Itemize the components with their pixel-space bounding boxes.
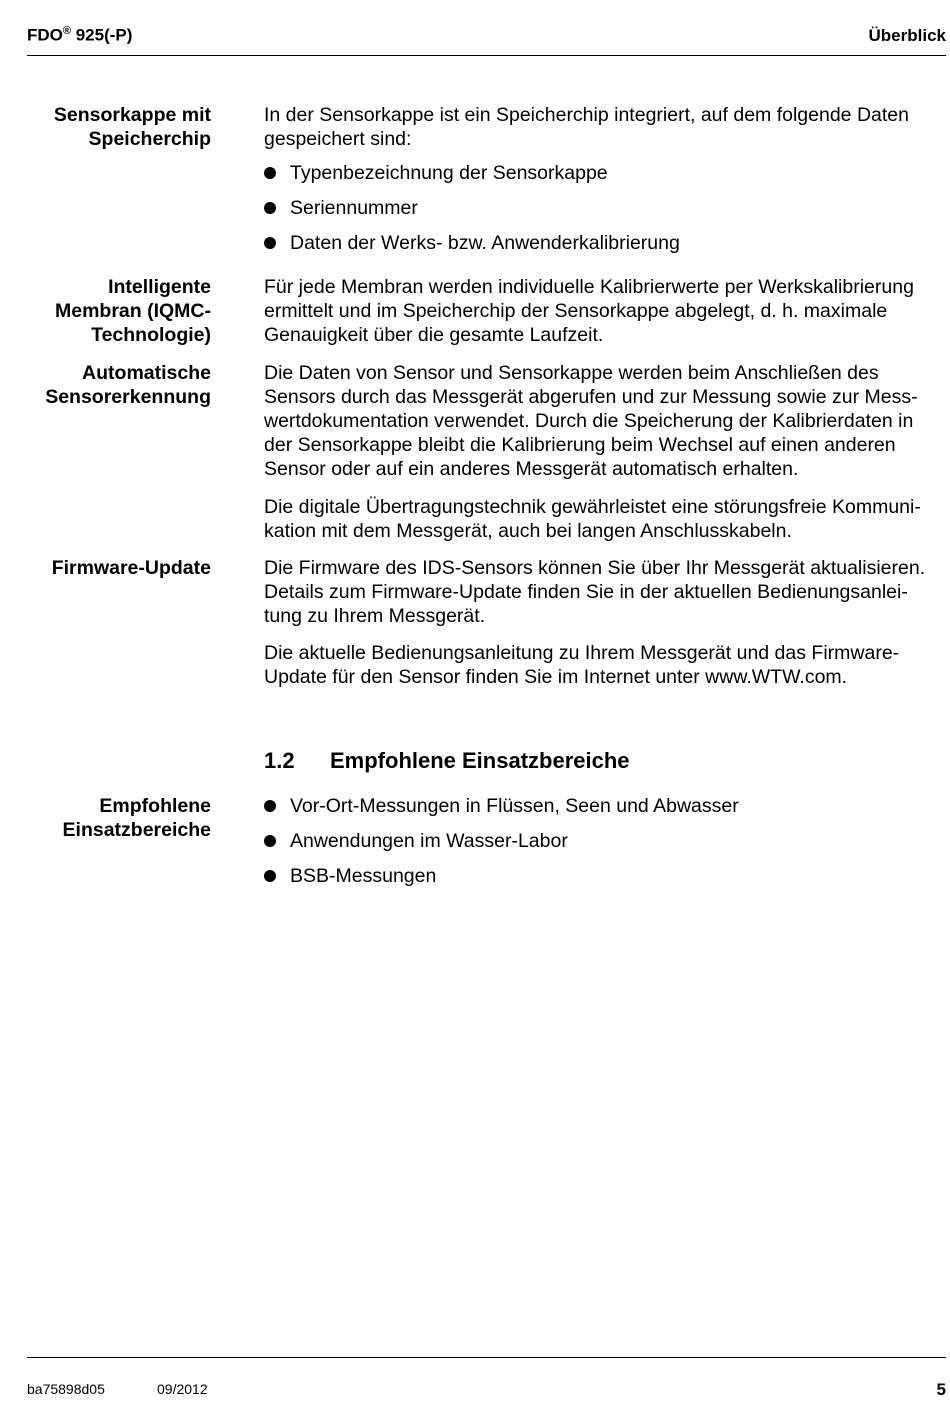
- text-line: tung zu Ihrem Messgerät.: [264, 605, 486, 627]
- side-label-line: Empfohlene: [99, 795, 211, 817]
- bullet-icon: [264, 202, 276, 214]
- footer-date: 09/2012: [157, 1381, 208, 1397]
- list-item-text: Vor-Ort-Messungen in Flüssen, Seen und Abwasser: [290, 795, 739, 817]
- side-label-line: Firmware-Update: [51, 557, 211, 579]
- header-rule: [27, 55, 946, 56]
- footer-doc-id: ba75898d05: [27, 1381, 105, 1397]
- text-line: kation mit dem Messgerät, auch bei langen Anschlusskabeln.: [264, 520, 792, 542]
- list-item-text: Typenbezeichnung der Sensorkappe: [290, 162, 608, 184]
- text-line: gespeichert sind:: [264, 128, 412, 150]
- page-number: 5: [936, 1380, 946, 1399]
- side-label-line: Membran (IQMC-: [55, 300, 211, 322]
- paragraph-firmware-link: [264, 641, 948, 689]
- bullet-icon: [264, 870, 276, 882]
- header-product-prefix: FDO: [27, 25, 63, 45]
- text-line: Die digitale Übertragungstechnik gewährleistet eine störungsfreie Kommuni-: [264, 496, 921, 518]
- text-line: Sensors durch das Messgerät abgerufen und zur Messung sowie zur Mess-: [264, 386, 918, 408]
- bullet-icon: [264, 237, 276, 249]
- side-label-einsatz: [20, 794, 211, 842]
- side-label-line: Sensorkappe mit: [53, 104, 211, 126]
- text-line: Die Daten von Sensor und Sensorkappe werden beim Anschließen des: [264, 362, 879, 384]
- paragraph-erkennung: [264, 361, 948, 481]
- paragraph-firmware: [264, 556, 948, 628]
- side-label-line: Automatische: [82, 362, 211, 384]
- text-line: Die aktuelle Bedienungsanleitung zu Ihrem Messgerät und das Firmware-: [264, 642, 900, 664]
- side-label-sensorkappe: [20, 103, 211, 151]
- header-product-suffix: 925(-P): [71, 25, 133, 45]
- text-line: der Sensorkappe bleibt die Kalibrierung beim Wechsel auf einen anderen: [264, 434, 896, 456]
- side-label-firmware: [20, 556, 211, 580]
- registered-mark: ®: [62, 25, 71, 37]
- text-line: Update für den Sensor finden Sie im Internet unter www.WTW.com.: [264, 666, 848, 688]
- list-item-text: Seriennummer: [290, 197, 418, 219]
- side-label-membran: [20, 275, 211, 347]
- text-line: ermittelt und im Speicherchip der Sensorkappe abgelegt, d. h. maximale: [264, 300, 888, 322]
- list-item-text: Daten der Werks- bzw. Anwenderkalibrierung: [290, 232, 680, 254]
- heading-number: 1.2: [264, 748, 295, 773]
- paragraph-sensorkappe-intro: [264, 103, 948, 151]
- footer-rule: [27, 1357, 946, 1358]
- list-item-text: Anwendungen im Wasser-Labor: [290, 830, 568, 852]
- bullet-icon: [264, 167, 276, 179]
- list-item-text: BSB-Messungen: [290, 865, 437, 887]
- text-line: Sensor oder auf ein anderes Messgerät automatisch erhalten.: [264, 458, 799, 480]
- text-line: In der Sensorkappe ist ein Speicherchip integriert, auf dem folgende Daten: [264, 104, 909, 126]
- text-line: Genauigkeit über die gesamte Laufzeit.: [264, 324, 604, 346]
- paragraph-membran: [264, 275, 948, 347]
- section-heading: Empfohlene Einsatzbereiche: [330, 748, 630, 773]
- side-label-line: Speicherchip: [88, 128, 211, 150]
- text-line: wertdokumentation verwendet. Durch die Speicherung der Kalibrierdaten in: [264, 410, 914, 432]
- header-section: Überblick: [868, 26, 946, 45]
- side-label-erkennung: [20, 361, 211, 409]
- bullet-icon: [264, 800, 276, 812]
- header-product: [27, 25, 132, 46]
- bullet-icon: [264, 835, 276, 847]
- side-label-line: Intelligente: [108, 276, 211, 298]
- text-line: Details zum Firmware-Update finden Sie in der aktuellen Bedienungsanlei-: [264, 581, 908, 603]
- side-label-line: Sensorerkennung: [45, 386, 211, 408]
- side-label-line: Einsatzbereiche: [62, 819, 211, 841]
- text-line: Die Firmware des IDS-Sensors können Sie über Ihr Messgerät aktualisieren.: [264, 557, 926, 579]
- text-line: Für jede Membran werden individuelle Kalibrierwerte per Werkskalibrierung: [264, 276, 914, 298]
- paragraph-uebertragung: [264, 495, 948, 543]
- side-label-line: Technologie): [91, 324, 211, 346]
